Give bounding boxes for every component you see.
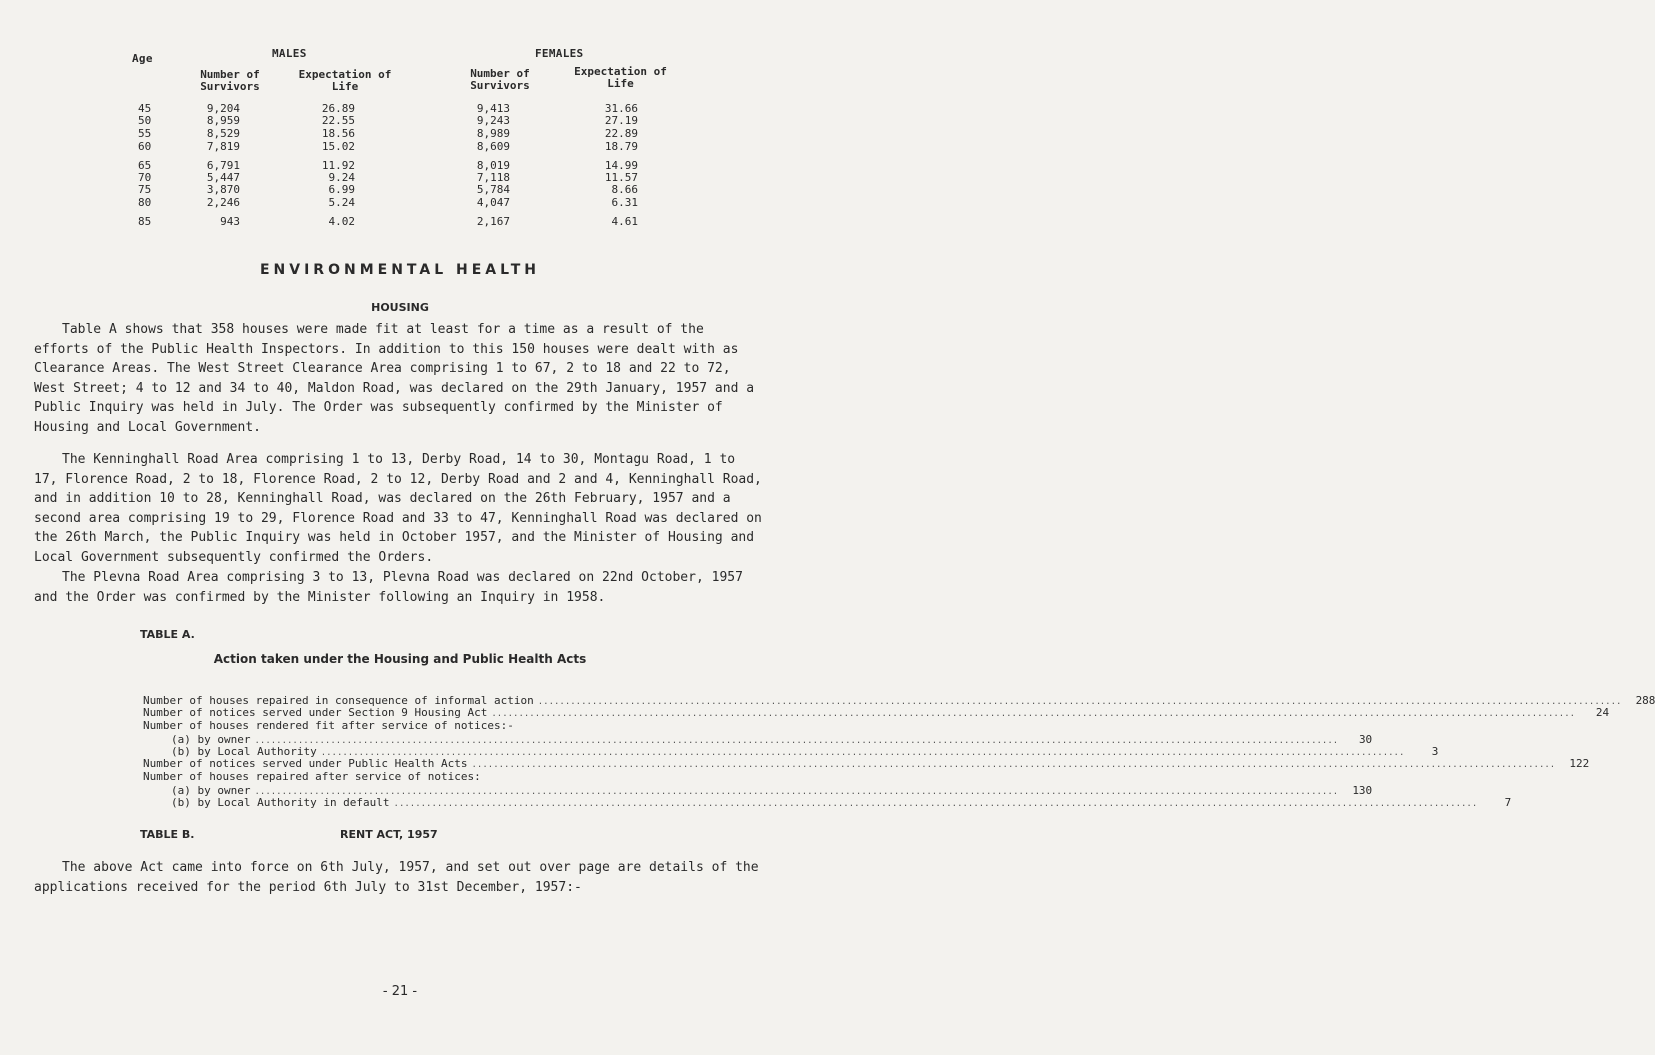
age-cell: 70 bbox=[138, 171, 152, 184]
female-survivors-cell: 5,784 bbox=[476, 183, 510, 196]
body-paragraph-3 bbox=[34, 568, 766, 607]
female-expectation-cell: 11.57 bbox=[604, 171, 638, 184]
female-survivors-header: Number of Survivors bbox=[470, 67, 530, 92]
female-expectation-header: Expectation of Life bbox=[574, 65, 667, 90]
age-cell: 85 bbox=[138, 215, 152, 228]
row-label: (a) by owner bbox=[171, 784, 251, 797]
age-cell: 60 bbox=[138, 140, 152, 153]
male-survivors-header: Number of Survivors bbox=[200, 68, 260, 93]
age-header: Age bbox=[132, 52, 153, 65]
body-paragraph-2 bbox=[34, 450, 766, 567]
male-expectation-cell: 6.99 bbox=[328, 183, 355, 196]
male-expectation-cell: 11.92 bbox=[321, 159, 355, 172]
male-survivors-cell: 3,870 bbox=[206, 183, 240, 196]
row-label: (b) by Local Authority bbox=[171, 745, 317, 758]
table-b-label: TABLE B. bbox=[140, 828, 195, 841]
leader-dots: ........................................................................................................................................................................................................ bbox=[254, 787, 1339, 797]
females-header: FEMALES bbox=[535, 47, 584, 60]
female-survivors-cell: 8,989 bbox=[476, 127, 510, 140]
leader-dots: ........................................................................................................................................................................................................ bbox=[471, 760, 1556, 770]
female-expectation-cell: 27.19 bbox=[604, 114, 638, 127]
male-survivors-cell: 7,819 bbox=[206, 140, 240, 153]
leader-dots: ........................................................................................................................................................................................................ bbox=[537, 697, 1622, 707]
row-label: Number of houses repaired in consequence of informal action bbox=[143, 694, 534, 707]
table-b-title: RENT ACT, 1957 bbox=[340, 828, 438, 841]
table-row bbox=[0, 172, 800, 184]
table-row bbox=[143, 720, 657, 732]
males-header: MALES bbox=[272, 47, 307, 60]
male-expectation-cell: 26.89 bbox=[321, 102, 355, 115]
table-row bbox=[143, 796, 1512, 810]
male-expectation-cell: 15.02 bbox=[321, 140, 355, 153]
row-label: Number of houses rendered fit after service of notices:- bbox=[143, 719, 514, 732]
male-expectation-cell: 18.56 bbox=[321, 127, 355, 140]
table-row bbox=[0, 103, 800, 115]
leader-dots: ........................................................................................................................................................................................................ bbox=[393, 799, 1478, 809]
female-expectation-cell: 6.31 bbox=[611, 196, 638, 209]
row-label: (b) by Local Authority in default bbox=[171, 796, 390, 809]
female-expectation-cell: 8.66 bbox=[611, 183, 638, 196]
male-expectation-header: Expectation of Life bbox=[298, 68, 392, 93]
female-survivors-cell: 8,019 bbox=[476, 159, 510, 172]
female-survivors-cell: 8,609 bbox=[476, 140, 510, 153]
female-expectation-cell: 14.99 bbox=[604, 159, 638, 172]
table-row bbox=[0, 160, 800, 172]
paragraph-text: The Plevna Road Area comprising 3 to 13, Plevna Road was declared on 22nd October, 1957 and the Order was confirmed by the Minister following an Inquiry in 1958. bbox=[34, 570, 743, 605]
male-survivors-cell: 8,529 bbox=[206, 127, 240, 140]
age-cell: 45 bbox=[138, 102, 152, 115]
row-value: 130 bbox=[1352, 784, 1373, 797]
male-expectation-cell: 5.24 bbox=[328, 196, 355, 209]
female-expectation-cell: 22.89 bbox=[604, 127, 638, 140]
leader-dots: ........................................................................................................................................................................................................ bbox=[254, 736, 1339, 746]
age-cell: 65 bbox=[138, 159, 152, 172]
female-survivors-cell: 7,118 bbox=[476, 171, 510, 184]
leader-dots: ........................................................................................................................................................................................................ bbox=[320, 748, 1405, 758]
row-value: 7 bbox=[1504, 796, 1512, 809]
paragraph-text: The Kenninghall Road Area comprising 1 to 13, Derby Road, 14 to 30, Montagu Road, 1 to 17, Florence Road, 2 to 18, Florence Road, 2 to 12, Derby Road and 2 and 4, Kenninghall Road, and in addition 10 to 28, Kenninghall Road, was declared on the 26th February, 1957 and a second area comprising 19 to 29, Florence Road and 33 to 47, Kenninghall Road was declared on the 26th March, the Public Inquiry was held in October 1957, and the Minister of Housing and Local Government subsequently confirmed the Orders. bbox=[34, 452, 762, 565]
row-value: 30 bbox=[1358, 733, 1373, 746]
row-label: Number of notices served under Public Health Acts bbox=[143, 757, 468, 770]
row-value: 122 bbox=[1569, 757, 1590, 770]
row-label: Number of notices served under Section 9 Housing Act bbox=[143, 706, 488, 719]
row-value: 288 bbox=[1635, 694, 1655, 707]
section-title: ENVIRONMENTAL HEALTH bbox=[259, 262, 540, 278]
male-survivors-cell: 5,447 bbox=[206, 171, 240, 184]
male-survivors-cell: 8,959 bbox=[206, 114, 240, 127]
page-number: - 21 - bbox=[382, 984, 418, 999]
male-expectation-cell: 22.55 bbox=[321, 114, 355, 127]
table-a-title: Action taken under the Housing and Public Health Acts bbox=[213, 652, 587, 666]
table-row bbox=[0, 141, 800, 153]
male-survivors-cell: 6,791 bbox=[206, 159, 240, 172]
male-expectation-cell: 4.02 bbox=[328, 215, 355, 228]
age-cell: 80 bbox=[138, 196, 152, 209]
female-expectation-cell: 18.79 bbox=[604, 140, 638, 153]
table-row bbox=[0, 197, 800, 209]
male-survivors-cell: 2,246 bbox=[206, 196, 240, 209]
female-survivors-cell: 9,243 bbox=[476, 114, 510, 127]
male-survivors-cell: 943 bbox=[220, 215, 240, 228]
female-expectation-cell: 31.66 bbox=[604, 102, 638, 115]
row-label: Number of houses repaired after service of notices: bbox=[143, 770, 481, 783]
table-row bbox=[0, 128, 800, 140]
table-row bbox=[0, 184, 800, 196]
closing-paragraph bbox=[34, 858, 766, 897]
female-expectation-cell: 4.61 bbox=[611, 215, 638, 228]
age-cell: 50 bbox=[138, 114, 152, 127]
age-cell: 75 bbox=[138, 183, 152, 196]
female-survivors-cell: 4,047 bbox=[476, 196, 510, 209]
row-value: 3 bbox=[1431, 745, 1439, 758]
table-row bbox=[143, 771, 657, 783]
leader-dots: ........................................................................................................................................................................................................ bbox=[491, 709, 1576, 719]
paragraph-text: Table A shows that 358 houses were made fit at least for a time as a result of the efforts of the Public Health Inspectors. In addition to this 150 houses were dealt with as Clearance Areas. The West Street Clearance Area comprising 1 to 67, 2 to 18 and 22 to 72, West Street; 4 to 12 and 34 to 40, Maldon Road, was declared on the 29th January, 1957 and a Public Inquiry was held in July. The Order was subsequently confirmed by the Minister of Housing and Local Government. bbox=[34, 322, 755, 435]
table-row bbox=[0, 115, 800, 127]
female-survivors-cell: 2,167 bbox=[476, 215, 510, 228]
body-paragraph-1 bbox=[34, 320, 766, 437]
table-a-label: TABLE A. bbox=[140, 628, 195, 641]
female-survivors-cell: 9,413 bbox=[476, 102, 510, 115]
male-expectation-cell: 9.24 bbox=[328, 171, 355, 184]
paragraph-text: The above Act came into force on 6th July, 1957, and set out over page are details of the applications received for the period 6th July to 31st December, 1957:- bbox=[34, 860, 759, 895]
row-label: (a) by owner bbox=[171, 733, 251, 746]
row-value: 24 bbox=[1595, 706, 1610, 719]
housing-heading: HOUSING bbox=[371, 301, 429, 314]
male-survivors-cell: 9,204 bbox=[206, 102, 240, 115]
age-cell: 55 bbox=[138, 127, 152, 140]
table-row bbox=[0, 216, 800, 228]
